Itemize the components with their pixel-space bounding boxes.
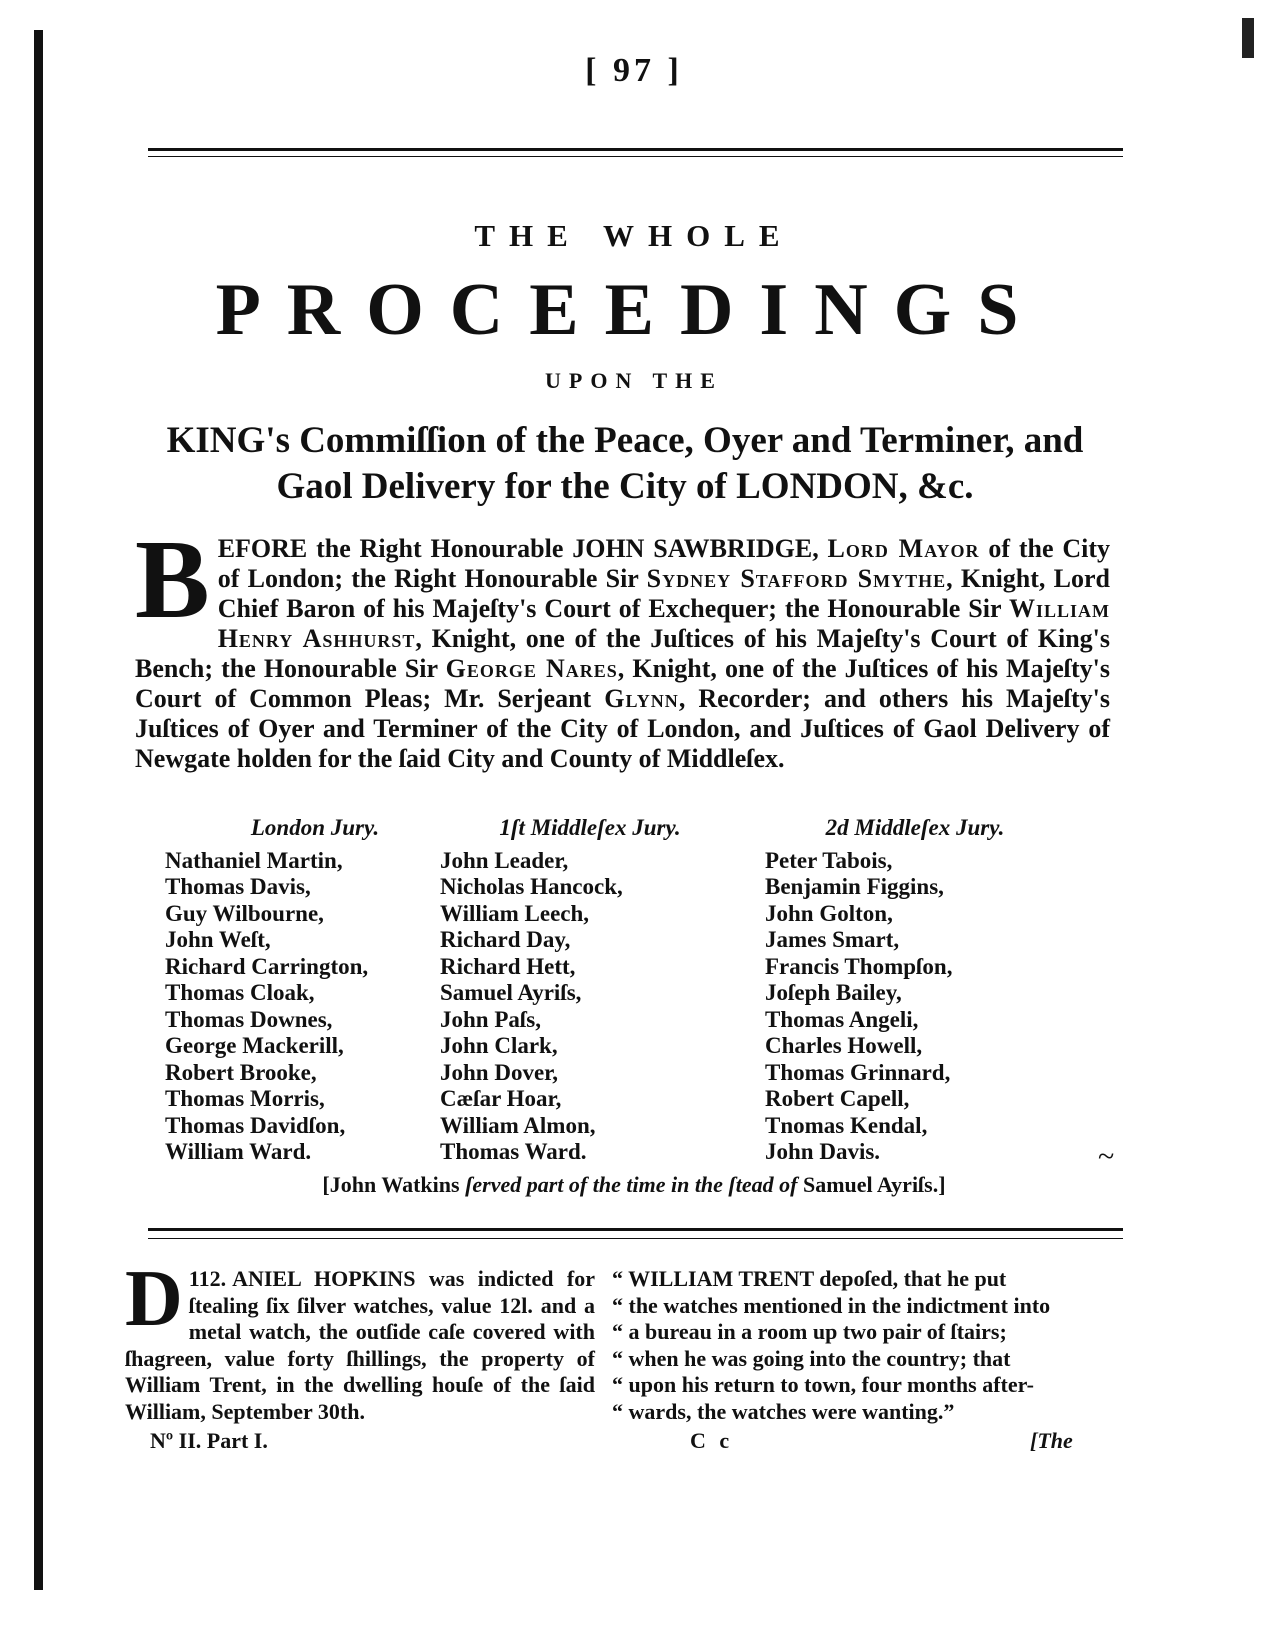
binding-edge	[34, 30, 43, 1590]
juror: Benjamin Figgins,	[765, 874, 944, 899]
drop-cap: D	[125, 1255, 183, 1343]
preamble-paragraph	[135, 518, 1111, 774]
juror: Richard Day,	[440, 927, 571, 952]
case-indictment	[125, 1255, 595, 1425]
juror: Thomas Ward.	[440, 1139, 587, 1164]
juror: William Ward.	[165, 1139, 312, 1164]
juror: Cæſar Hoar,	[440, 1086, 562, 1111]
juror: Tnomas Kendal,	[765, 1112, 928, 1138]
title-proceedings: PROCEEDINGS	[215, 269, 1045, 351]
testimony-line: “ WILLIAM TRENT depoſed, that he put	[612, 1266, 1007, 1291]
juror: John Leader,	[440, 847, 569, 873]
note-italic: ſerved part of the time in the ſtead of	[465, 1172, 798, 1197]
jury-list	[440, 848, 740, 1166]
testimony-line: “ upon his return to town, four months after-	[612, 1372, 1034, 1397]
jury-heading: 1ſt Middleſex Jury.	[499, 815, 681, 840]
footer-number: Nº II. Part I.	[150, 1428, 268, 1453]
preamble-name: Lord Mayor	[827, 534, 980, 563]
juror: Charles Howell,	[765, 1033, 923, 1058]
preamble-name: Sydney Stafford Smythe	[646, 564, 947, 593]
juror: John Golton,	[765, 900, 893, 926]
note-text: [John Watkins	[322, 1172, 466, 1197]
juror: George Mackerill,	[165, 1033, 344, 1058]
jury-heading: 2d Middleſex Jury.	[825, 815, 1005, 840]
note-text: Samuel Ayriſs.]	[797, 1172, 946, 1197]
juror: Thomas Morris,	[165, 1086, 325, 1111]
juror: Nathaniel Martin,	[165, 847, 343, 873]
jury-substitution-note	[0, 1172, 1268, 1198]
title-the-whole: THE WHOLE	[474, 218, 794, 253]
section-rule-top	[148, 1228, 1123, 1231]
case-text: ANIEL HOPKINS was indicted for ſtealing ſix ſilver watches, value 12l. and a metal watch, the outſide caſe covered with ſhagreen, value forty ſhillings, the property of William Trent, in the dwelling houſe of the ſaid William, September 30th.	[125, 1266, 595, 1424]
juror: Francis Thompſon,	[765, 953, 953, 979]
case-testimony	[612, 1266, 1082, 1425]
juror: John Weſt,	[165, 927, 271, 952]
juror: John Paſs,	[440, 1006, 541, 1032]
testimony-line: “ when he was going into the country; that	[612, 1345, 1011, 1371]
footer-signature: C c	[690, 1428, 734, 1453]
juror: Samuel Ayriſs,	[440, 980, 582, 1005]
section-rule-bottom	[148, 1238, 1123, 1239]
footer-catchword: [The	[1030, 1428, 1073, 1453]
title-commission	[135, 418, 1115, 510]
jury-list	[165, 848, 465, 1166]
juror: Richard Carrington,	[165, 953, 369, 979]
margin-flourish: ~	[1098, 1140, 1115, 1173]
testimony-line: “ wards, the watches were wanting.”	[612, 1398, 955, 1424]
juror: Joſeph Bailey,	[765, 980, 902, 1005]
testimony-line: “ a bureau in a room up two pair of ſtairs;	[612, 1319, 1007, 1344]
juror: John Dover,	[440, 1059, 558, 1085]
preamble-name: Glynn	[604, 684, 679, 713]
preamble-text: , Knight, one of the Juſtices of his Majeſty's Court of King's Bench; the Honourable Sir	[135, 624, 1110, 683]
preamble-text: , Knight, Lord Chief Baron of his Majeſty's Court of Exchequer; the Honourable Sir	[217, 564, 1111, 623]
juror: Thomas Cloak,	[165, 980, 315, 1005]
juror: William Leech,	[440, 900, 590, 926]
header-rule-bottom	[148, 156, 1123, 157]
case-number: 112.	[188, 1266, 227, 1291]
juror: William Almon,	[440, 1112, 596, 1138]
juror: Peter Tabois,	[765, 847, 893, 873]
testimony-line: “ the watches mentioned in the indictment into	[612, 1292, 1051, 1318]
title-commission-line1: KING's Commiſſion of the Peace, Oyer and Terminer, and	[166, 420, 1084, 461]
title-upon-the: UPON THE	[545, 368, 723, 393]
preamble-name: William Henry Ashhurst	[217, 594, 1110, 653]
juror: Guy Wilbourne,	[165, 900, 324, 926]
juror: Thomas Davidſon,	[165, 1112, 346, 1138]
preamble-name: George Nares	[445, 654, 618, 683]
preamble-text: of the City of London; the Right Honourable Sir	[217, 534, 1110, 593]
london-jury	[165, 815, 465, 1166]
juror: Thomas Grinnard,	[765, 1059, 951, 1085]
page-number: [ 97 ]	[585, 52, 683, 89]
juror: Thomas Downes,	[165, 1006, 333, 1032]
juror: Robert Capell,	[765, 1086, 910, 1111]
title-commission-line2: Gaol Delivery for the City of LONDON, &c.	[276, 466, 974, 507]
juror: Thomas Davis,	[165, 874, 311, 899]
juror: Nicholas Hancock,	[440, 874, 623, 899]
drop-cap: B	[135, 518, 210, 642]
juror: John Davis.	[765, 1139, 881, 1164]
preamble-text: , Recorder; and others his Majeſty's Juſtices of Oyer and Terminer of the City of London, and Juſtices of Gaol Delivery of Newgate holden for the ſaid City and County of Middleſex.	[135, 684, 1110, 773]
jury-heading: London Jury.	[250, 815, 380, 840]
first-middlesex-jury	[440, 815, 740, 1166]
juror: Thomas Angeli,	[765, 1006, 919, 1032]
juror: James Smart,	[765, 927, 900, 952]
jury-list	[765, 848, 1065, 1166]
juror: Robert Brooke,	[165, 1059, 317, 1085]
juror: Richard Hett,	[440, 953, 576, 979]
preamble-text: , Knight, one of the Juſtices of his Majeſty's Court of Common Pleas; Mr. Serjeant	[135, 654, 1111, 713]
second-middlesex-jury	[765, 815, 1065, 1166]
juror: John Clark,	[440, 1033, 558, 1058]
header-rule-top	[148, 148, 1123, 151]
preamble-text: EFORE the Right Honourable JOHN SAWBRIDGE,	[217, 534, 828, 563]
